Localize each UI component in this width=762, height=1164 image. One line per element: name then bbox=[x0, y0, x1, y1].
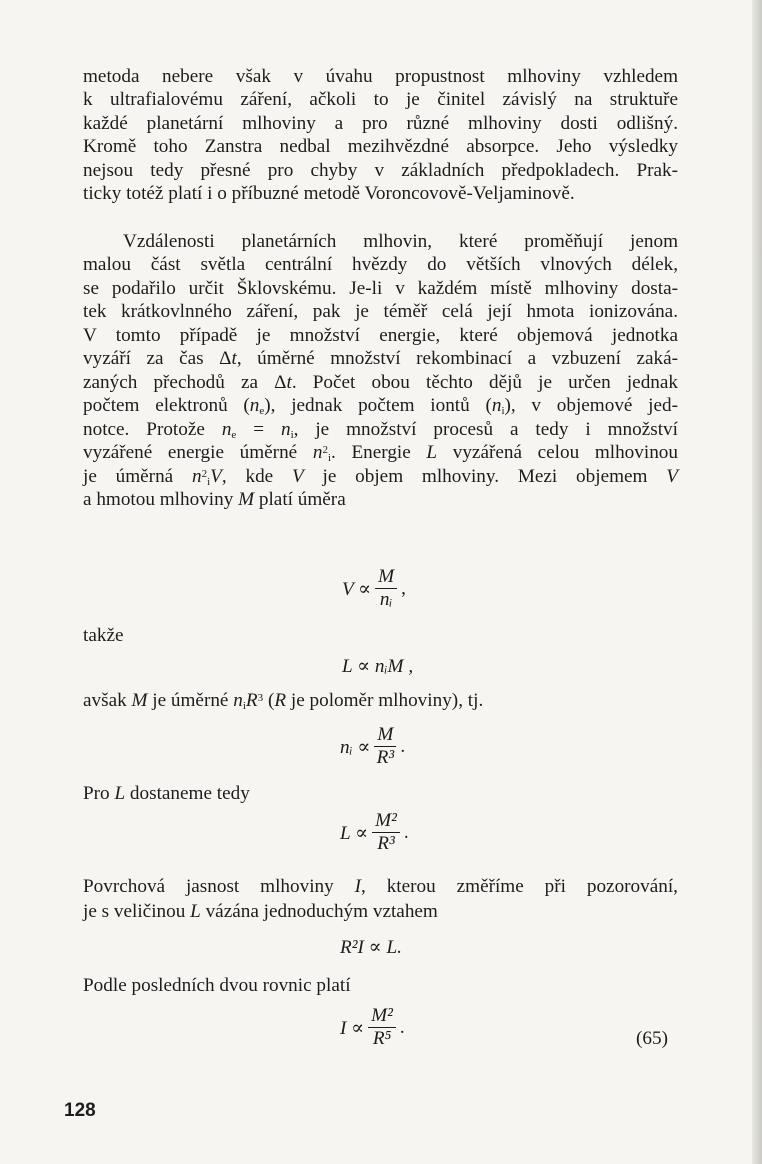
text-run: ticky totéž platí i o příbuzné metodě Voroncovově-Veljaminově. bbox=[83, 183, 575, 204]
text-run: se podařilo určit Šklovskému. Je-li v každém místě mlhoviny dosta- bbox=[83, 277, 678, 299]
numerator: M bbox=[375, 566, 397, 589]
math-symbol: R bbox=[274, 690, 287, 711]
math-symbol: L bbox=[426, 442, 438, 464]
text-run: nejsou tedy přesné pro chyby v základních předpokladech. Prak- bbox=[83, 159, 678, 181]
text-run: , kterou změříme při pozorování, bbox=[361, 876, 678, 897]
fraction bbox=[368, 1005, 396, 1050]
text-run: vyzářené energie úměrné bbox=[83, 442, 313, 464]
text-run: . Energie bbox=[331, 442, 427, 464]
equation-r2i: R²I ∝ L. bbox=[340, 937, 402, 958]
page-number: 128 bbox=[64, 1100, 96, 1121]
superscript: 2 bbox=[201, 467, 208, 480]
math-symbol: L bbox=[114, 783, 126, 804]
text-run: ( bbox=[263, 690, 275, 711]
text-run: a hmotou mlhoviny bbox=[83, 488, 239, 510]
eq-lhs: L ∝ bbox=[340, 822, 369, 844]
denominator: R³ bbox=[376, 747, 395, 768]
text-line bbox=[83, 112, 678, 135]
math-symbol: V bbox=[210, 465, 222, 487]
text-run: avšak bbox=[83, 690, 132, 711]
numerator: M bbox=[374, 724, 396, 747]
eq-punct: . bbox=[403, 821, 409, 843]
equation-65 bbox=[340, 1005, 405, 1050]
text-run: každé planetární mlhoviny a pro různé mlhoviny dosti odlišný. bbox=[83, 112, 678, 134]
text-run: Kromě toho Zanstra nedbal mezihvězdné absorpce. Jeho výsledky bbox=[83, 136, 678, 158]
numerator: M² bbox=[372, 810, 400, 833]
text-line bbox=[83, 441, 678, 464]
math-symbol: R bbox=[245, 690, 258, 711]
eq-punct: , bbox=[401, 577, 406, 599]
text-pro-l bbox=[83, 782, 678, 805]
text-run: Povrchová jasnost mlhoviny bbox=[83, 876, 355, 897]
math-symbol: I bbox=[354, 876, 362, 897]
text-run: malou část světla centrální hvězdy do větších vlnových délek, bbox=[83, 254, 678, 276]
text-run: , úměrné množství rekombinací a vzbuzení zaká- bbox=[236, 348, 679, 370]
text-run: V tomto případě je množství energie, které objemová jednotka bbox=[83, 324, 678, 346]
text-run: notce. Protože bbox=[83, 418, 222, 440]
text-run: vázána jednoduchým vztahem bbox=[200, 900, 438, 922]
text-run: vyzáří za čas Δ bbox=[83, 348, 232, 370]
text-line bbox=[83, 135, 678, 158]
math-symbol: n bbox=[233, 690, 243, 711]
subscript: i bbox=[242, 700, 246, 712]
text-takze: takže bbox=[83, 625, 124, 646]
text-run: je úměrné bbox=[147, 690, 234, 711]
text-run: Vzdálenosti planetárních mlhovin, které proměňují jenom bbox=[123, 231, 678, 252]
text-run: ), v objemové jed- bbox=[504, 395, 678, 417]
equation-l-proportional bbox=[340, 810, 409, 855]
math-symbol: M bbox=[238, 488, 255, 510]
subscript: i bbox=[501, 405, 505, 418]
text-line bbox=[83, 875, 678, 898]
denominator: R³ bbox=[377, 833, 395, 854]
text-line bbox=[83, 324, 678, 347]
math-symbol: n bbox=[491, 395, 502, 417]
denominator: nᵢ bbox=[379, 589, 393, 610]
math-symbol: t bbox=[286, 371, 292, 393]
math-symbol: M bbox=[131, 690, 148, 711]
fraction bbox=[375, 566, 397, 611]
math-symbol: V bbox=[666, 465, 678, 487]
text-line bbox=[83, 182, 678, 205]
eq-lhs: I ∝ bbox=[340, 1017, 365, 1039]
text-line bbox=[83, 418, 678, 441]
equation-l-proportional-nim: L ∝ nᵢM , bbox=[342, 656, 414, 677]
text-run: zaných přechodů za Δ bbox=[83, 371, 287, 393]
text-run: vyzářená celou mlhovinou bbox=[437, 442, 678, 464]
text-line bbox=[83, 900, 678, 923]
text-run: , kde bbox=[221, 465, 292, 487]
text-avsak bbox=[83, 689, 678, 712]
numerator: M² bbox=[368, 1005, 396, 1028]
text-line bbox=[83, 277, 678, 300]
equation-v-proportional bbox=[342, 566, 406, 611]
eq-punct: . bbox=[400, 735, 406, 757]
text-run: , je množství procesů a tedy i množství bbox=[293, 418, 678, 440]
text-podle bbox=[83, 974, 678, 997]
text-run: Podle posledních dvou rovnic platí bbox=[83, 975, 351, 996]
math-symbol: n bbox=[280, 418, 291, 440]
text-run: k ultrafialovému záření, ačkoli to je činitel závislý na struktuře bbox=[83, 89, 678, 111]
text-line bbox=[83, 394, 678, 417]
text-run: tek krátkovlnného záření, pak je téměř celá její hmota ionizována. bbox=[83, 301, 678, 323]
math-symbol: V bbox=[291, 465, 304, 487]
text-line bbox=[83, 371, 678, 394]
eq-lhs: nᵢ ∝ bbox=[340, 736, 371, 758]
text-run: je úměrná bbox=[83, 465, 192, 487]
text-line bbox=[83, 65, 678, 88]
eq-punct: . bbox=[399, 1016, 405, 1038]
text-line bbox=[83, 253, 678, 276]
math-symbol: t bbox=[231, 348, 237, 370]
text-run: = bbox=[236, 418, 281, 440]
math-symbol: L bbox=[190, 900, 201, 922]
math-symbol: n bbox=[312, 442, 323, 464]
text-run: platí úměra bbox=[254, 488, 346, 510]
text-run: je s veličinou bbox=[83, 900, 191, 922]
fraction bbox=[372, 810, 400, 855]
text-line bbox=[83, 159, 678, 182]
text-line bbox=[83, 465, 678, 488]
text-run: ), jednak počtem iontů ( bbox=[264, 395, 492, 417]
text-run: . Počet obou těchto dějů je určen jednak bbox=[291, 371, 678, 393]
equation-ni-proportional bbox=[340, 724, 405, 769]
text-run: počtem elektronů ( bbox=[83, 395, 250, 417]
subscript: i bbox=[327, 452, 331, 465]
equation-number: (65) bbox=[636, 1028, 668, 1049]
text-line bbox=[83, 488, 678, 511]
fraction bbox=[374, 724, 396, 769]
subscript: i bbox=[290, 428, 294, 441]
math-symbol: n bbox=[221, 418, 232, 440]
eq-lhs: V ∝ bbox=[342, 578, 372, 600]
math-symbol: n bbox=[249, 395, 260, 417]
denominator: R⁵ bbox=[372, 1028, 392, 1049]
superscript: 3 bbox=[257, 692, 264, 704]
subscript: i bbox=[207, 475, 211, 488]
page-edge-shadow bbox=[752, 0, 762, 1164]
superscript: 2 bbox=[322, 444, 328, 457]
text-run: je poloměr mlhoviny), tj. bbox=[286, 690, 484, 711]
text-run: metoda nebere však v úvahu propustnost mlhoviny vzhledem bbox=[83, 66, 678, 87]
math-symbol: n bbox=[191, 465, 202, 487]
text-run: dostaneme tedy bbox=[125, 783, 250, 804]
text-line bbox=[83, 347, 678, 370]
subscript: e bbox=[259, 405, 265, 418]
text-run: Pro bbox=[83, 783, 115, 804]
text-run: je objem mlhoviny. Mezi objemem bbox=[303, 465, 667, 487]
text-line bbox=[83, 88, 678, 111]
text-line bbox=[83, 230, 678, 253]
subscript: e bbox=[231, 428, 237, 441]
text-line bbox=[83, 300, 678, 323]
